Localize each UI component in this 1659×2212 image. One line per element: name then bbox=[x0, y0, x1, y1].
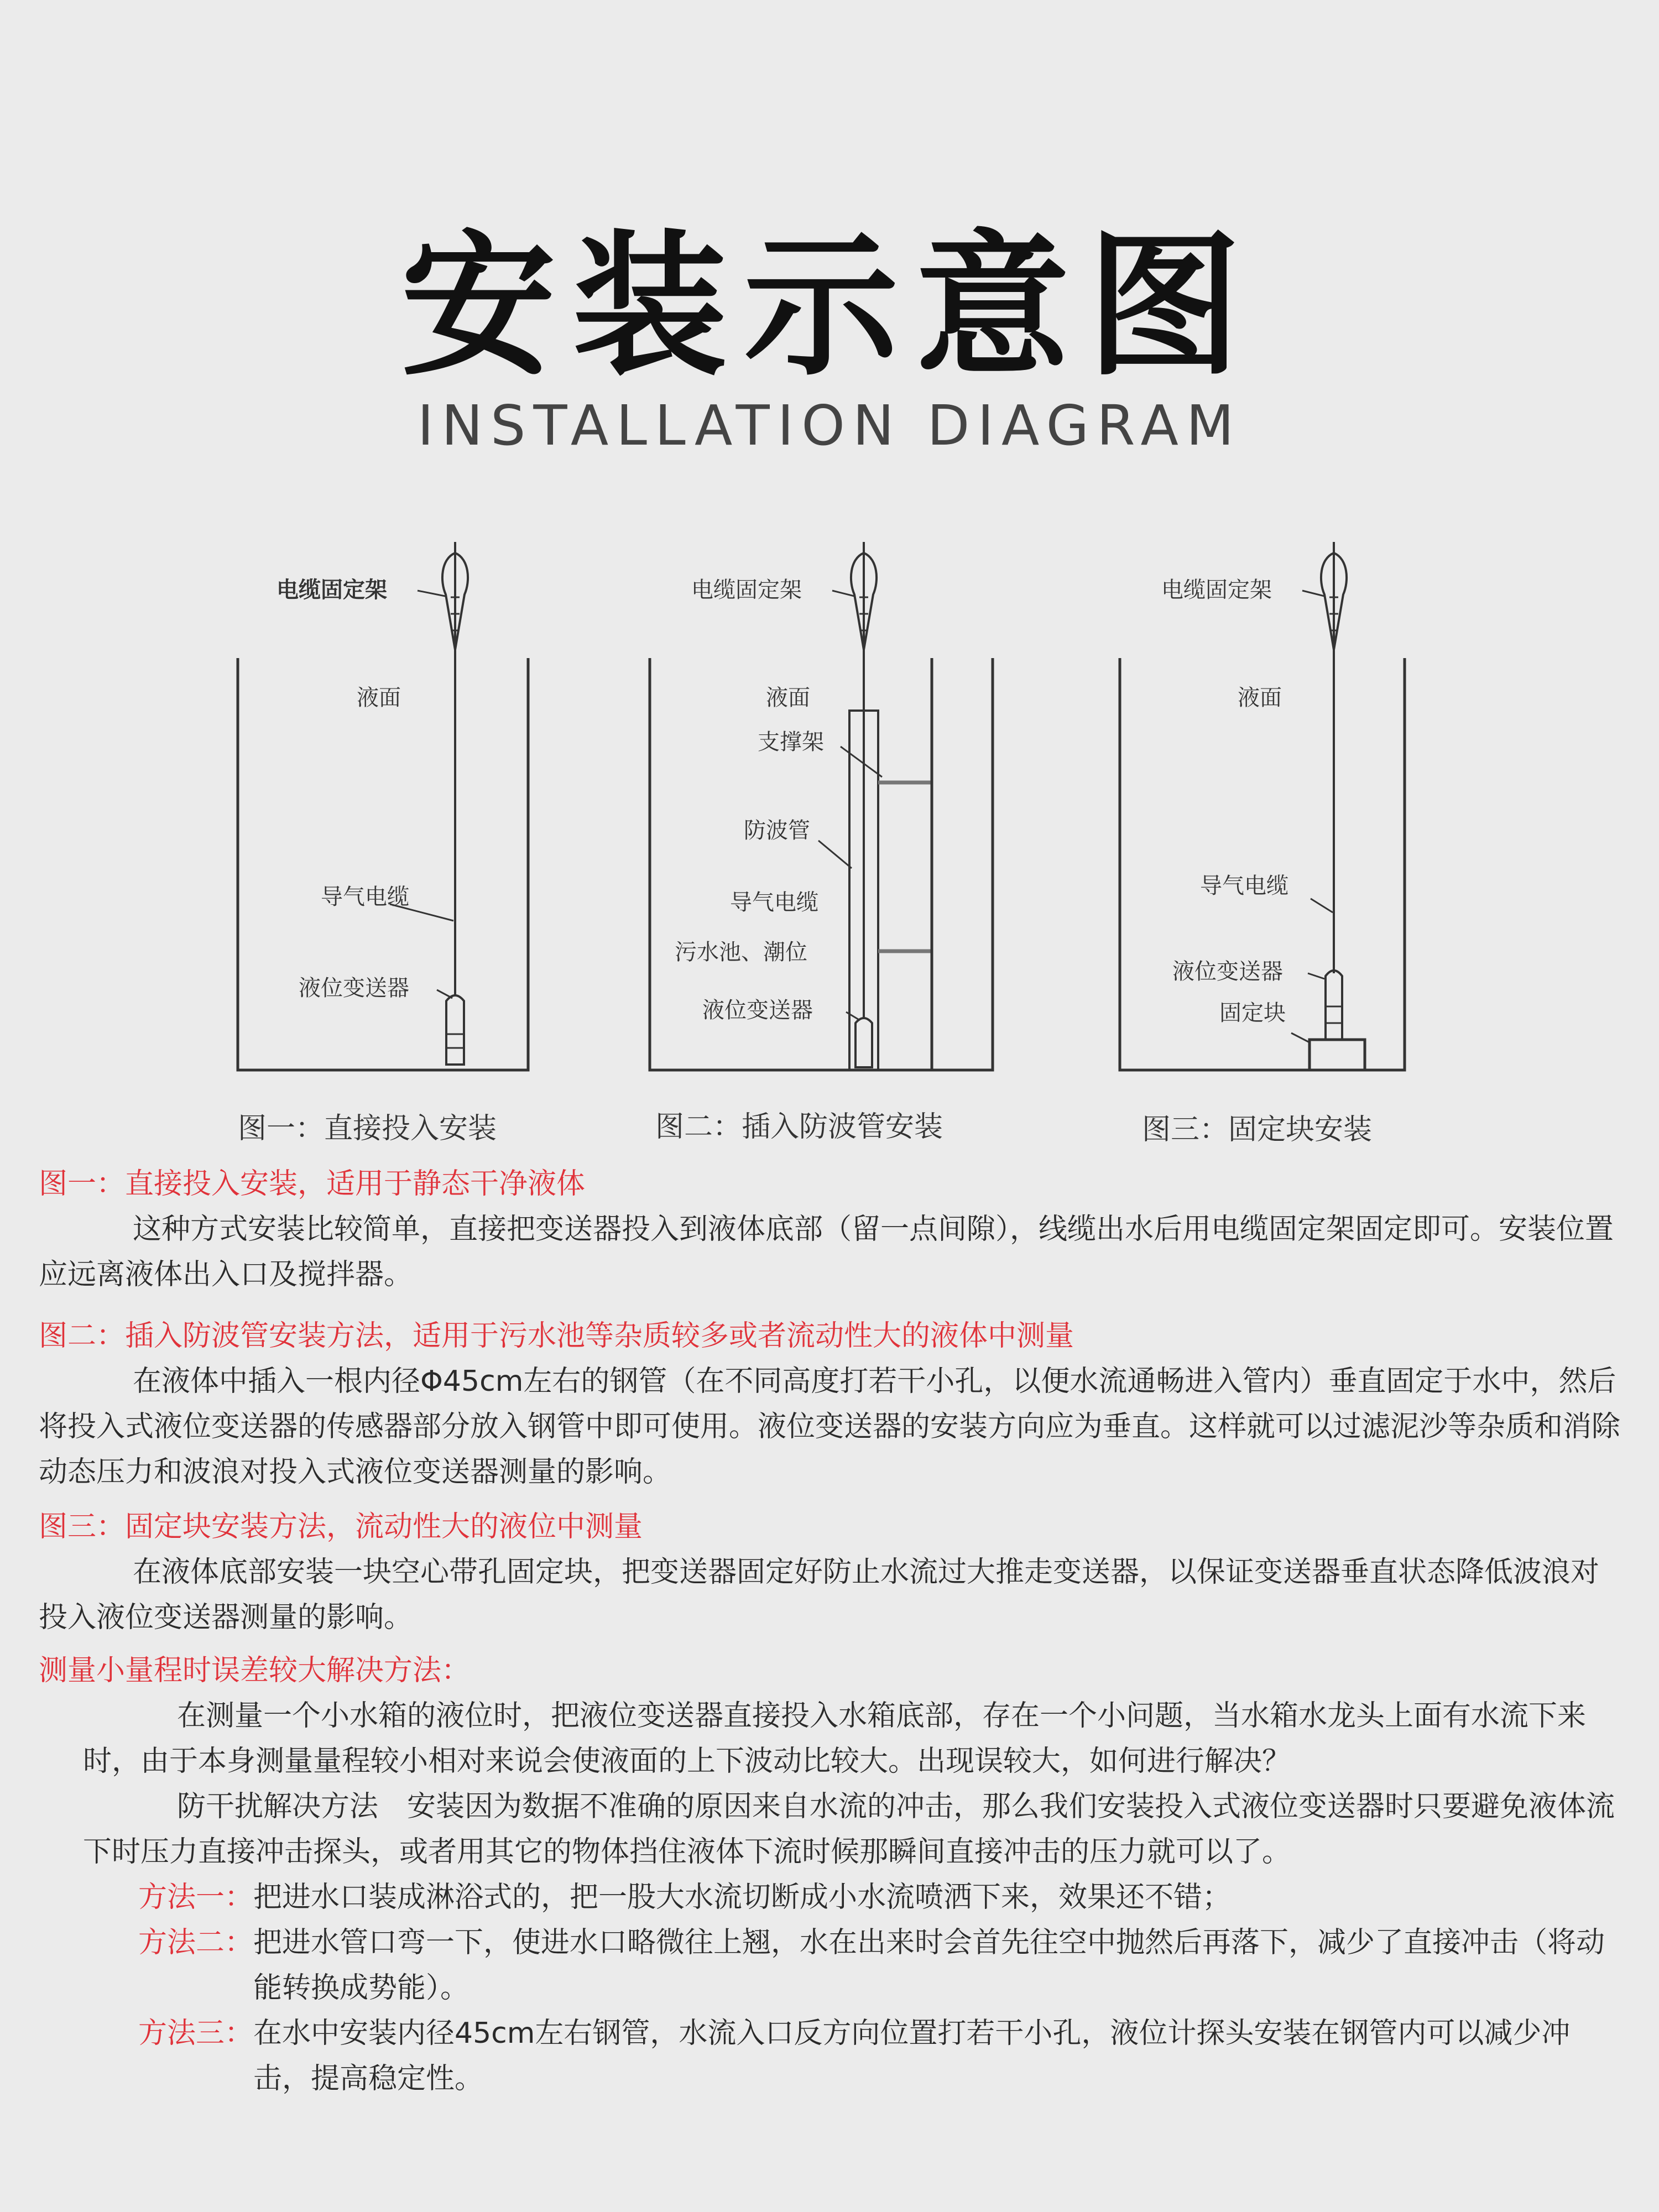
page-title: 安装示意图 bbox=[401, 217, 1258, 397]
section-3 bbox=[39, 1504, 1626, 1640]
fig3-transmitter-label: 液位变送器 bbox=[1172, 959, 1283, 984]
leader-3 bbox=[1311, 899, 1333, 912]
section-3-body: 在液体底部安装一块空心带孔固定块，把变送器固定好防止水流过大推走变送器，以保证变送器垂直状态降低波浪对投入液位变送器测量的影响。 bbox=[39, 1556, 1600, 1634]
method-3-label: 方法三： bbox=[138, 2017, 254, 2050]
fig1-surface-label: 液面 bbox=[357, 685, 401, 711]
section-4 bbox=[39, 1648, 1626, 2101]
section-4-body2: 防干扰解决方法 安装因为数据不准确的原因来自水流的冲击，那么我们安装投入式液位变送器时只要避免液体流下时压力直接冲击探头，或者用其它的物体挡住液体下流时候那瞬间直接冲击的压力就可以了。 bbox=[83, 1790, 1615, 1869]
tank-1 bbox=[238, 658, 528, 1070]
fig2-surface-label: 液面 bbox=[766, 685, 810, 711]
fixed-block bbox=[1310, 1040, 1365, 1070]
section-2 bbox=[39, 1313, 1626, 1495]
section-4-heading: 测量小量程时误差较大解决方法： bbox=[39, 1654, 471, 1687]
leader-2 bbox=[832, 591, 854, 596]
fig3-surface-label: 液面 bbox=[1238, 685, 1282, 711]
page-subtitle: INSTALLATION DIAGRAM bbox=[417, 393, 1242, 458]
transmitter-3 bbox=[1326, 971, 1342, 1040]
fig2-caption: 图二：插入防波管安装 bbox=[655, 1110, 943, 1144]
method-1-label: 方法一： bbox=[138, 1881, 254, 1914]
fig3-bracket-label: 电缆固定架 bbox=[1161, 577, 1272, 603]
section-2-body: 在液体中插入一根内径Φ45cm左右的钢管（在不同高度打若干小孔，以便水流通畅进入管内）垂直固定于水中，然后将投入式液位变送器的传感器部分放入钢管中即可使用。液位变送器的安装方向应为垂直。这样就可以过滤泥沙等杂质和消除动态压力和波浪对投入式液位变送器测量的影响。 bbox=[39, 1365, 1621, 1489]
fig2-transmitter-label: 液位变送器 bbox=[702, 998, 813, 1023]
transmitter-2 bbox=[855, 1018, 872, 1067]
method-1-text: 把进水口装成淋浴式的，把一股大水流切断成小水流喷洒下来，效果还不错； bbox=[253, 1881, 1232, 1914]
section-4-body: 在测量一个小水箱的液位时，把液位变送器直接投入水箱底部，存在一个小问题，当水箱水龙头上面有水流下来时，由于本身测量量程较小相对来说会使液面的上下波动比较大。出现误较大，如何进行解决？ bbox=[83, 1699, 1587, 1778]
section-2-heading: 图二：插入防波管安装方法，适用于污水池等杂质较多或者流动性大的液体中测量 bbox=[39, 1319, 1074, 1353]
fig2-support-label: 支撑架 bbox=[758, 729, 824, 755]
fig3-caption: 图三：固定块安装 bbox=[1142, 1113, 1373, 1146]
leader-3 bbox=[1291, 1033, 1310, 1042]
section-1-body: 这种方式安装比较简单，直接把变送器投入到液体底部（留一点间隙），线缆出水后用电缆固定架固定即可。安装位置应远离液体出入口及搅拌器。 bbox=[39, 1213, 1614, 1291]
fig1-bracket-label: 电缆固定架 bbox=[276, 577, 387, 603]
section-1-heading: 图一：直接投入安装，适用于静态干净液体 bbox=[39, 1167, 586, 1201]
leader-1 bbox=[418, 591, 445, 596]
fig2-wave-tube-label: 防波管 bbox=[744, 818, 810, 843]
leader-3 bbox=[1302, 591, 1324, 596]
fig2-cable-label: 导气电缆 bbox=[730, 890, 818, 915]
fig1-cable-label: 导气电缆 bbox=[321, 884, 409, 910]
leader-2 bbox=[818, 841, 852, 868]
fig3-block-label: 固定块 bbox=[1219, 1000, 1286, 1026]
fig3-cable-label: 导气电缆 bbox=[1200, 873, 1288, 899]
fig1-caption: 图一：直接投入安装 bbox=[238, 1112, 497, 1145]
fig2-bracket-label: 电缆固定架 bbox=[691, 577, 802, 603]
section-3-heading: 图三：固定块安装方法，流动性大的液位中测量 bbox=[39, 1510, 643, 1543]
method-2-text: 把进水管口弯一下，使进水口略微往上翘，水在出来时会首先往空中抛然后再落下，减少了直接冲击（将动能转换成势能）。 bbox=[253, 1926, 1605, 2005]
method-3 bbox=[138, 2011, 1626, 2101]
leader-2 bbox=[841, 747, 882, 777]
section-1 bbox=[39, 1161, 1626, 1297]
tank-2 bbox=[650, 658, 993, 1070]
figure-3 bbox=[1120, 542, 1405, 1070]
leader-2 bbox=[846, 1012, 860, 1020]
leader-3 bbox=[1308, 973, 1324, 979]
fig1-transmitter-label: 液位变送器 bbox=[299, 975, 409, 1001]
method-2 bbox=[138, 1920, 1626, 2011]
method-2-label: 方法二： bbox=[138, 1926, 254, 1959]
method-1 bbox=[138, 1875, 1626, 1920]
fig2-tide-label: 污水池、潮位 bbox=[675, 940, 807, 965]
transmitter-1 bbox=[446, 995, 464, 1065]
method-3-text: 在水中安装内径45cm左右钢管，水流入口反方向位置打若干小孔，液位计探头安装在钢管内可以减少冲击，提高稳定性。 bbox=[253, 2017, 1571, 2095]
figure-2 bbox=[650, 542, 993, 1070]
